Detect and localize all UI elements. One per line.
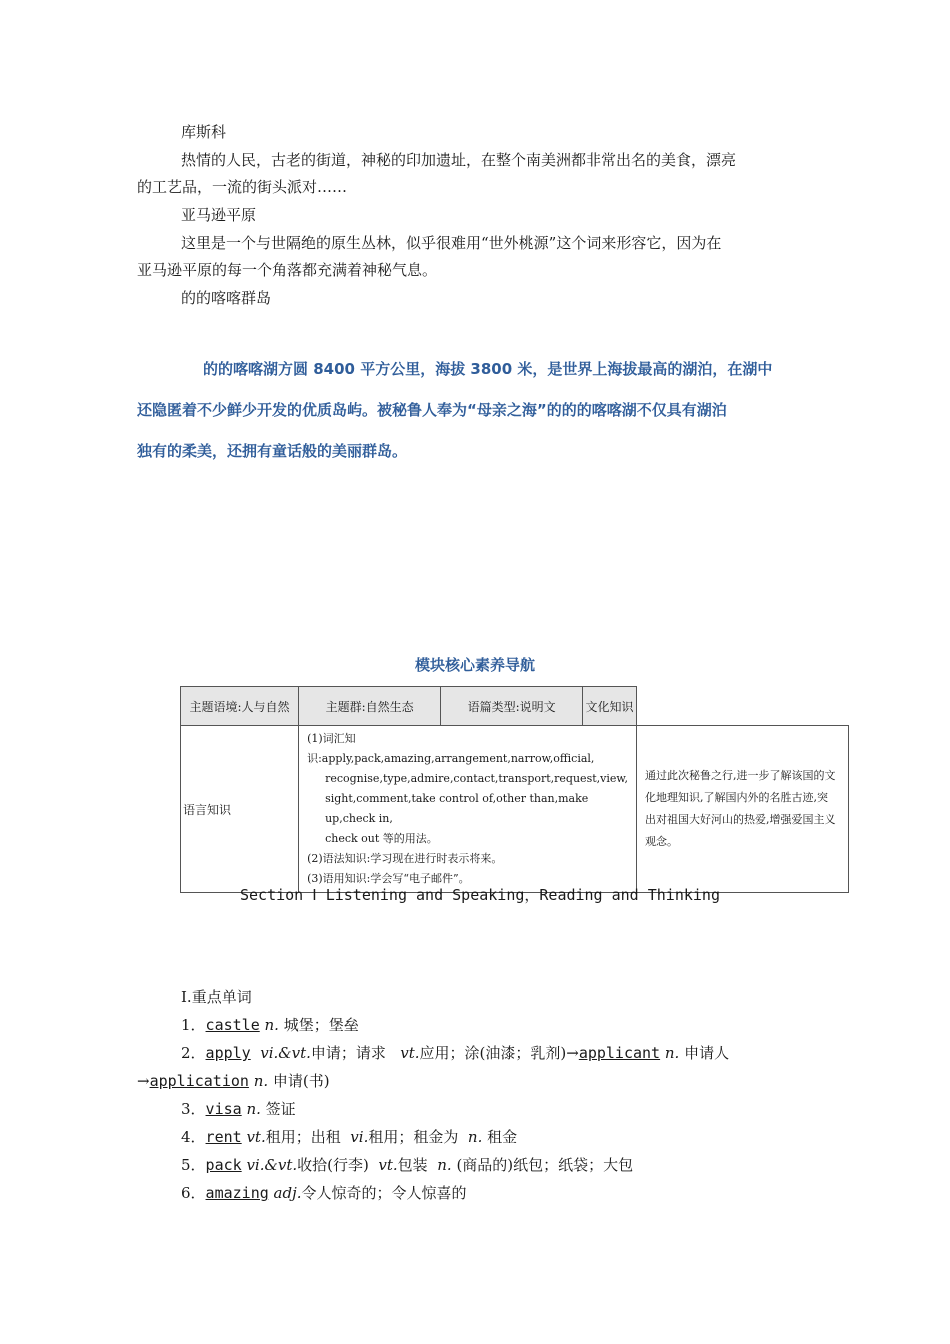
word-item-5 — [181, 1155, 633, 1175]
grammar-line: (2)语法知识:学习现在进行时表示将来。 — [307, 852, 503, 865]
usage-line: (3)语用知识:学会写“电子邮件”。 — [307, 872, 470, 885]
section-title: Section Ⅰ Listening and Speaking，Reading and Thinking — [240, 886, 720, 904]
word-def: 租金 — [487, 1128, 518, 1146]
word-pos: n. — [246, 1100, 261, 1118]
word-def: 收拾(行李) — [297, 1156, 369, 1174]
word-pos: n. — [253, 1072, 269, 1090]
key-words-header: Ⅰ.重点单词 — [181, 988, 252, 1006]
culture-line1: 通过此次秘鲁之行,进一步了解该国的文 — [644, 769, 836, 782]
word-def: (商品的)纸包；纸袋；大包 — [456, 1156, 634, 1174]
header-culture: 文化知识 — [583, 687, 637, 726]
word-def: 租用；租金为 — [368, 1128, 459, 1146]
language-knowledge-cell — [299, 726, 637, 893]
culture-cell — [636, 726, 848, 893]
word-number: 2． — [181, 1044, 206, 1062]
culture-line3: 出对祖国大好河山的热爱,增强爱国主义 — [644, 813, 836, 826]
word-item-6 — [181, 1183, 467, 1203]
word-number: 5． — [181, 1156, 206, 1174]
word-pos: n. — [664, 1044, 680, 1062]
highlight-line2: 还隐匿着不少鲜少开发的优质岛屿。被秘鲁人奉为“母亲之海”的的的喀喀湖不仅具有湖泊 — [137, 401, 727, 419]
word-term: pack — [205, 1156, 242, 1174]
vocab-line4: check out 等的用法。 — [325, 832, 438, 845]
module-nav-heading: 模块核心素养导航 — [414, 656, 535, 674]
word-item-3 — [181, 1099, 296, 1119]
word-pos: n. — [437, 1156, 452, 1174]
word-pos: n. — [264, 1016, 279, 1034]
word-term: amazing — [205, 1184, 269, 1202]
highlight-line3: 独有的柔美，还拥有童话般的美丽群岛。 — [137, 442, 408, 460]
word-pos: adj. — [273, 1184, 302, 1202]
word-term: castle — [205, 1016, 260, 1034]
word-number: 3． — [181, 1100, 206, 1118]
word-pos: vt. — [378, 1156, 398, 1174]
arrow: → — [137, 1072, 150, 1090]
word-term: rent — [205, 1128, 242, 1146]
word-pos: vt. — [246, 1128, 266, 1146]
word-def: 申请(书) — [272, 1072, 330, 1090]
word-def: 包装 — [397, 1156, 428, 1174]
vocab-line2: recognise,type,admire,contact,transport,request,view, — [325, 772, 628, 785]
culture-line2: 化地理知识,了解国内外的名胜古迹,突 — [644, 791, 828, 804]
word-def: 申请；请求 — [310, 1044, 386, 1062]
word-pos: vt. — [400, 1044, 420, 1062]
word-item-2-cont — [137, 1071, 330, 1091]
word-item-1 — [181, 1015, 359, 1035]
word-derivative: application — [149, 1072, 249, 1090]
word-def: 应用；涂(油漆；乳剂)→ — [419, 1044, 579, 1062]
amazon-title: 亚马逊平原 — [181, 206, 257, 224]
vocab-line1: (1)词汇知识:apply,pack,amazing,arrangement,narrow,official, — [307, 732, 595, 765]
word-term: visa — [205, 1100, 242, 1118]
word-derivative: applicant — [578, 1044, 661, 1062]
cusco-text-line1: 热情的人民，古老的街道，神秘的印加遗址，在整个南美洲都非常出名的美食，漂亮 — [181, 151, 737, 169]
vocab-line3: sight,comment,take control of,other than,make up,check in, — [325, 792, 589, 825]
word-def: 令人惊奇的；令人惊喜的 — [301, 1184, 467, 1202]
word-item-4 — [181, 1127, 517, 1147]
word-number: 1． — [181, 1016, 206, 1034]
word-pos: n. — [467, 1128, 483, 1146]
word-def: 城堡；堡垒 — [283, 1016, 359, 1034]
amazon-text-line1: 这里是一个与世隔绝的原生丛林，似乎很难用“世外桃源”这个词来形容它，因为在 — [181, 234, 722, 252]
table-header-row — [181, 687, 849, 726]
word-number: 4． — [181, 1128, 206, 1146]
word-def: 租用；出租 — [265, 1128, 341, 1146]
lake-title: 的的喀喀群岛 — [181, 289, 272, 307]
word-pos: vi.&vt. — [260, 1044, 311, 1062]
word-pos: vi. — [350, 1128, 369, 1146]
word-pos: vi.&vt. — [246, 1156, 298, 1174]
culture-line4: 观念。 — [644, 835, 678, 848]
cusco-title: 库斯科 — [181, 123, 227, 141]
row-label — [181, 726, 299, 893]
word-def: 签证 — [265, 1100, 296, 1118]
header-theme-context: 主题语境:人与自然 — [181, 687, 299, 726]
word-def: 申请人 — [684, 1044, 730, 1062]
language-knowledge-label: 语言知识 — [183, 802, 232, 817]
word-term: apply — [205, 1044, 251, 1062]
header-theme-group: 主题群:自然生态 — [299, 687, 441, 726]
word-number: 6． — [181, 1184, 206, 1202]
table-body-row — [181, 726, 849, 893]
header-text-type: 语篇类型:说明文 — [441, 687, 583, 726]
word-item-2 — [181, 1043, 729, 1063]
amazon-text-line2: 亚马逊平原的每一个角落都充满着神秘气息。 — [137, 261, 438, 279]
module-nav-table — [180, 686, 849, 893]
highlight-line1: 的的喀喀湖方圆 8400 平方公里，海拔 3800 米，是世界上海拔最高的湖泊，在湖中 — [203, 360, 773, 378]
cusco-text-line2: 的工艺品，一流的街头派对…… — [137, 178, 348, 196]
